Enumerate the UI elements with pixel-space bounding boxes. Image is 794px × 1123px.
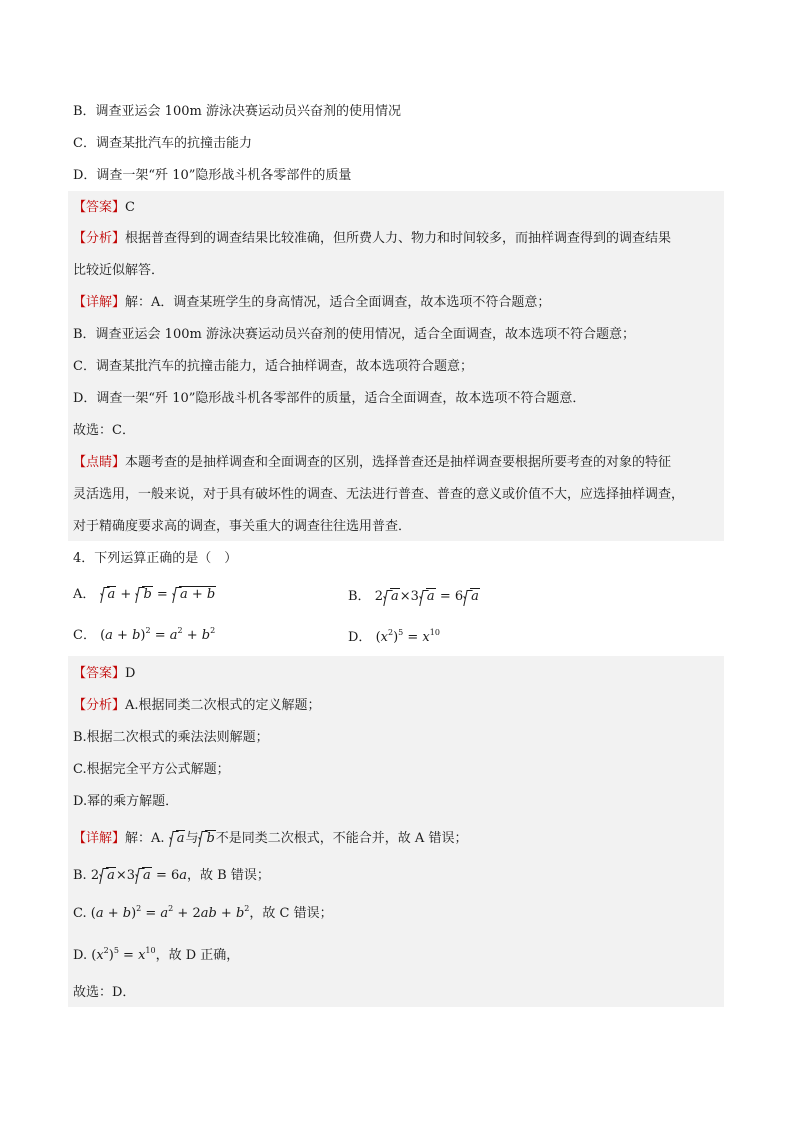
detail-tag: 【详解】 — [73, 295, 126, 310]
q4-option-a — [73, 585, 216, 605]
detail-d-prefix: D. — [73, 948, 88, 963]
q4-analysis-line-b: B.根据二次根式的乘法法则解题； — [73, 730, 269, 745]
detail-b-suffix: ，故 B 错误； — [187, 868, 270, 883]
detail-a-formula-1: a — [169, 831, 186, 846]
detail-a-mid: 与 — [185, 831, 199, 846]
q4-answer-line — [73, 664, 135, 684]
q3-analysis-line-1 — [73, 229, 671, 249]
q3-detail-line-a — [73, 293, 550, 313]
q4-detail-line-c — [73, 904, 333, 925]
detail-tag: 【详解】 — [73, 831, 126, 846]
q3-option-c: C．调查某批汽车的抗撞击能力 — [73, 136, 252, 151]
q4-choice-line: 故选：D． — [73, 985, 136, 1000]
option-b-formula: 2 a×3 a = 6 a — [374, 589, 479, 604]
detail-c-suffix: ，故 C 错误； — [249, 906, 333, 921]
detail-prefix: 解：A. — [125, 831, 165, 846]
analysis-text: A.根据同类二次根式的定义解题； — [125, 698, 321, 713]
q4-analysis-line-d: D.幂的乘方解题． — [73, 794, 179, 809]
detail-a-suffix: 不是同类二次根式，不能合并，故 A 错误； — [215, 831, 468, 846]
q3-analysis-line-2: 比较近似解答． — [73, 263, 165, 278]
answer-value: C — [125, 200, 135, 215]
q4-detail-line-b — [73, 866, 270, 886]
q3-comment-line-1 — [73, 453, 671, 473]
option-a-formula: a + b = a + b — [100, 587, 217, 602]
option-d-label: D． — [348, 630, 372, 645]
detail-d-formula: $(x^2)^5 = x^{10}$ — [91, 946, 156, 963]
answer-value: D — [125, 666, 136, 681]
q3-comment-line-2: 灵活选用，一般来说，对于具有破坏性的调查、无法进行普查、普查的意义或价值不大，应选择抽样调查， — [73, 487, 685, 502]
answer-tag: 【答案】 — [73, 666, 126, 681]
detail-c-prefix: C. — [73, 906, 87, 921]
q3-answer-line — [73, 198, 135, 218]
analysis-tag: 【分析】 — [73, 698, 126, 713]
detail-text: 解：A．调查某班学生的身高情况，适合全面调查，故本选项不符合题意； — [125, 295, 551, 310]
q3-detail-line-b: B．调查亚运会 100m 游泳决赛运动员兴奋剂的使用情况，适合全面调查，故本选项不符合题意； — [73, 327, 635, 342]
option-c-label: C． — [73, 628, 96, 643]
option-d-formula: $(x^2)^5 = x^{10}$ — [375, 628, 440, 645]
q4-analysis-line-c: C.根据完全平方公式解题； — [73, 762, 230, 777]
detail-b-formula: 2 a×3 a = 6a — [91, 868, 187, 883]
q3-comment-line-3: 对于精确度要求高的调查，事关重大的调查往往选用普查． — [73, 519, 412, 534]
q3-option-b: B．调查亚运会 100m 游泳决赛运动员兴奋剂的使用情况 — [73, 104, 401, 119]
analysis-tag: 【分析】 — [73, 231, 126, 246]
detail-a-formula-2: b — [198, 831, 215, 846]
q3-detail-line-c: C．调查某批汽车的抗撞击能力，适合抽样调查，故本选项符合题意； — [73, 359, 473, 374]
comment-text: 本题考查的是抽样调查和全面调查的区别，选择普查还是抽样调查要根据所要考查的对象的特征 — [125, 455, 672, 470]
q4-option-d — [348, 626, 440, 645]
comment-tag: 【点睛】 — [73, 455, 126, 470]
q3-option-d: D．调查一架“歼 10”隐形战斗机各零部件的质量 — [73, 168, 352, 183]
q4-stem: 4．下列运算正确的是（ ） — [73, 551, 238, 566]
q3-choice-line: 故选：C． — [73, 423, 135, 438]
option-b-label: B． — [348, 589, 371, 604]
detail-c-formula: $(a + b)^2 = a^2 + 2ab + b^2$ — [90, 904, 250, 921]
q4-detail-line-d — [73, 946, 239, 967]
q3-detail-line-d: D．调查一架“歼 10”隐形战斗机各零部件的质量，适合全面调查，故本选项不符合题意． — [73, 391, 586, 406]
answer-tag: 【答案】 — [73, 200, 126, 215]
q4-option-c — [73, 626, 215, 647]
option-a-label: A． — [73, 587, 96, 602]
q4-detail-line-a — [73, 829, 467, 849]
detail-d-suffix: ，故 D 正确， — [155, 948, 240, 963]
q4-analysis-line-a — [73, 696, 321, 716]
option-c-formula: $(a + b)^2 = a^2 + b^2$ — [100, 626, 216, 643]
q4-option-b — [348, 585, 480, 604]
analysis-text: 根据普查得到的调查结果比较准确，但所费人力、物力和时间较多，而抽样调查得到的调查结果 — [125, 231, 672, 246]
detail-b-prefix: B. — [73, 868, 87, 883]
